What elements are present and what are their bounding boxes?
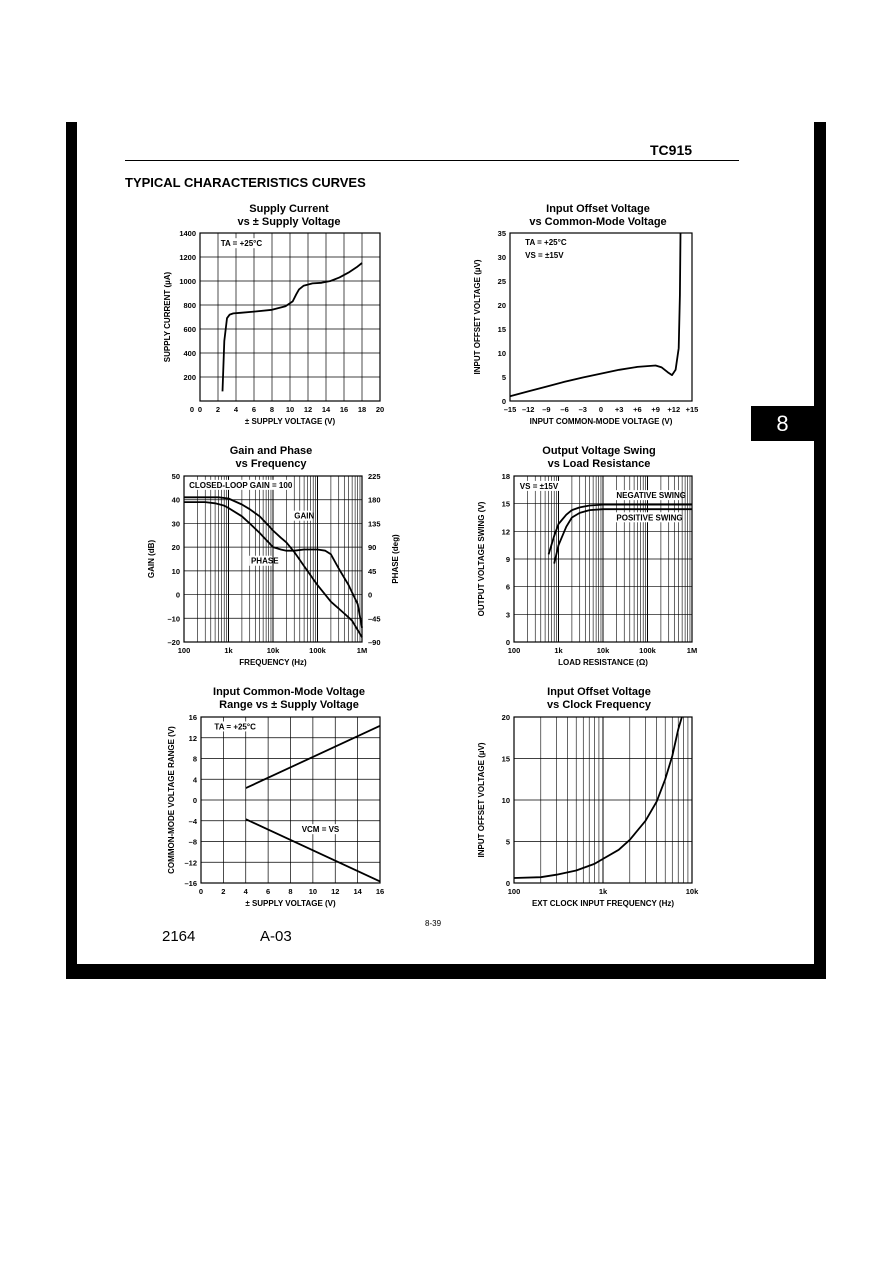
- x-axis-label: ± SUPPLY VOLTAGE (V): [245, 899, 336, 908]
- right-y-tick-label: 45: [368, 566, 377, 576]
- x-tick-label: 100: [507, 646, 521, 655]
- y-tick-label: 0: [189, 405, 195, 414]
- chart-annotation: TA = +25°C: [214, 722, 256, 732]
- y-tick-label: –20: [167, 638, 180, 647]
- chart-title: Input Offset Voltage: [547, 686, 651, 698]
- y-tick-label: 30: [171, 519, 180, 529]
- chart-gain-phase: [147, 445, 400, 667]
- chart-input-offset-cm: [473, 203, 698, 426]
- x-tick-label: 100k: [639, 646, 656, 655]
- chart-subtitle: vs Frequency: [235, 458, 307, 470]
- x-axis-label: ± SUPPLY VOLTAGE (V): [244, 417, 336, 426]
- y-tick-label: 600: [183, 325, 196, 334]
- right-y-tick-label: –45: [368, 614, 381, 624]
- y-tick-label: 16: [188, 713, 197, 722]
- y-tick-label: 3: [505, 610, 510, 620]
- chart-annotation: VS = ±15V: [525, 250, 564, 260]
- series-line: [223, 263, 363, 391]
- chart-subtitle: Range vs ± Supply Voltage: [219, 699, 359, 711]
- y-tick-label: 0: [192, 796, 197, 805]
- x-tick-label: 2: [215, 405, 221, 414]
- y-tick-label: 50: [171, 472, 180, 481]
- x-tick-label: 4: [243, 887, 248, 896]
- chart-annotation: NEGATIVE SWING: [616, 491, 687, 501]
- y-tick-label: 20: [497, 301, 506, 310]
- x-tick-label: 20: [375, 405, 385, 414]
- y-tick-label: 18: [501, 472, 510, 481]
- chart-annotation: GAIN: [294, 511, 315, 521]
- y-tick-label: 20: [171, 543, 180, 553]
- right-y-tick-label: –90: [368, 638, 381, 647]
- chart-annotation: VCM = VS: [301, 825, 340, 835]
- y-axis-label: OUTPUT VOLTAGE SWING (V): [477, 501, 486, 617]
- x-tick-label: +15: [685, 405, 699, 414]
- y-tick-label: 200: [183, 373, 196, 382]
- y-tick-label: –16: [184, 879, 197, 888]
- x-tick-label: 10k: [596, 646, 610, 655]
- x-tick-label: +12: [667, 405, 681, 414]
- chart-annotation: CLOSED-LOOP GAIN = 100: [189, 480, 293, 490]
- part-number: TC915: [650, 142, 693, 158]
- x-tick-label: 4: [233, 405, 239, 414]
- x-tick-label: 1M: [356, 646, 368, 655]
- x-axis-label: EXT CLOCK INPUT FREQUENCY (Hz): [531, 899, 675, 908]
- x-tick-label: +9: [651, 405, 660, 414]
- x-tick-label: 16: [339, 405, 349, 414]
- x-tick-label: 10k: [266, 646, 280, 655]
- x-tick-label: +6: [633, 405, 642, 414]
- chart-subtitle: vs Common-Mode Voltage: [529, 216, 667, 228]
- x-tick-label: 14: [321, 405, 331, 414]
- y-tick-label: 800: [183, 301, 196, 310]
- chart-title: Input Offset Voltage: [546, 203, 650, 215]
- x-tick-label: –9: [542, 405, 551, 414]
- x-tick-label: 1k: [224, 646, 233, 655]
- y-tick-label: 1200: [179, 253, 196, 262]
- chart-annotation: VS = ±15V: [519, 481, 559, 491]
- x-axis-label: LOAD RESISTANCE (Ω): [558, 658, 648, 667]
- x-tick-label: 100: [507, 887, 521, 896]
- y-tick-label: 20: [501, 713, 510, 722]
- right-y-tick-label: 180: [368, 495, 381, 505]
- y-tick-label: 10: [497, 349, 506, 358]
- x-tick-label: 10k: [685, 887, 699, 896]
- chart-cm-range: [167, 686, 384, 908]
- y-tick-label: 400: [183, 349, 196, 358]
- y-tick-label: 0: [175, 590, 180, 600]
- x-tick-label: 10: [308, 887, 318, 896]
- x-tick-label: 0: [598, 405, 604, 414]
- x-tick-label: 100k: [309, 646, 326, 655]
- y-tick-label: –10: [167, 614, 180, 624]
- x-tick-label: 16: [375, 887, 385, 896]
- y-tick-label: –4: [188, 816, 197, 826]
- right-axis-label: PHASE (deg): [391, 534, 400, 584]
- section-tab: 8: [751, 406, 814, 441]
- x-tick-label: 12: [303, 405, 313, 414]
- chart-output-swing: [477, 445, 697, 667]
- chart-annotation: PHASE: [250, 556, 279, 566]
- chart-title: Gain and Phase: [229, 445, 313, 457]
- y-axis-label: GAIN (dB): [147, 539, 156, 579]
- y-tick-label: 8: [192, 754, 197, 764]
- right-y-tick-label: 135: [368, 519, 381, 529]
- chart-subtitle: vs ± Supply Voltage: [237, 216, 341, 228]
- chart-supply-current: [163, 203, 384, 426]
- x-axis-label: FREQUENCY (Hz): [239, 658, 307, 667]
- y-tick-label: 12: [501, 527, 510, 537]
- chart-annotation: TA = +25°C: [220, 239, 263, 249]
- y-axis-label: COMMON-MODE VOLTAGE RANGE (V): [167, 726, 176, 874]
- right-y-tick-label: 0: [368, 590, 373, 600]
- x-tick-label: 2: [221, 887, 226, 896]
- y-tick-label: 10: [501, 796, 510, 805]
- x-tick-label: 14: [353, 887, 362, 896]
- chart-annotation: POSITIVE SWING: [616, 513, 683, 523]
- y-tick-label: 4: [192, 775, 197, 785]
- right-y-tick-label: 225: [368, 472, 381, 481]
- chart-offset-clock: [477, 686, 699, 908]
- y-tick-label: 35: [497, 229, 506, 238]
- y-tick-label: 15: [501, 754, 510, 764]
- y-tick-label: 9: [505, 555, 510, 564]
- chart-annotation: TA = +25°C: [525, 238, 567, 247]
- x-tick-label: –15: [503, 405, 517, 414]
- chart-subtitle: vs Load Resistance: [547, 458, 651, 470]
- x-tick-label: –12: [521, 405, 535, 414]
- y-tick-label: –8: [188, 837, 197, 847]
- y-tick-label: 6: [505, 582, 510, 592]
- x-tick-label: 10: [285, 405, 295, 414]
- right-y-tick-label: 90: [368, 543, 377, 553]
- y-axis-label: SUPPLY CURRENT (µA): [163, 271, 172, 363]
- x-axis-label: INPUT COMMON-MODE VOLTAGE (V): [529, 417, 673, 426]
- x-tick-label: 0: [197, 405, 203, 414]
- y-tick-label: 30: [497, 253, 506, 262]
- y-axis-label: INPUT OFFSET VOLTAGE (µV): [473, 259, 482, 375]
- x-tick-label: +3: [614, 405, 624, 414]
- x-tick-label: –6: [560, 405, 569, 414]
- y-tick-label: 5: [501, 373, 506, 382]
- y-tick-label: 40: [171, 495, 180, 505]
- section-title: TYPICAL CHARACTERISTICS CURVES: [125, 175, 366, 190]
- y-tick-label: 5: [505, 837, 510, 847]
- y-tick-label: 10: [171, 566, 180, 576]
- y-tick-label: 1400: [179, 229, 196, 238]
- x-tick-label: 100: [177, 646, 191, 655]
- x-tick-label: 8: [269, 405, 275, 414]
- y-tick-label: 1000: [179, 277, 196, 286]
- y-tick-label: 0: [505, 879, 510, 888]
- x-tick-label: 0: [198, 887, 204, 896]
- x-tick-label: 18: [357, 405, 367, 414]
- handwritten-note-right: A-03: [260, 928, 292, 945]
- page-number: 8-39: [425, 919, 442, 928]
- x-tick-label: 1k: [554, 646, 563, 655]
- x-tick-label: 6: [251, 405, 257, 414]
- chart-title: Input Common-Mode Voltage: [213, 686, 365, 698]
- x-tick-label: 8: [288, 887, 293, 896]
- chart-title: Output Voltage Swing: [542, 445, 656, 457]
- chart-title: Supply Current: [249, 203, 329, 215]
- y-tick-label: 15: [497, 325, 506, 334]
- x-tick-label: 1M: [686, 646, 698, 655]
- x-tick-label: –3: [578, 405, 587, 414]
- y-tick-label: –12: [184, 858, 197, 868]
- y-tick-label: 0: [501, 397, 506, 406]
- y-tick-label: 0: [505, 638, 510, 647]
- y-tick-label: 12: [188, 733, 197, 743]
- handwritten-note-left: 2164: [162, 928, 196, 945]
- x-tick-label: 12: [331, 887, 340, 896]
- y-axis-label: INPUT OFFSET VOLTAGE (µV): [477, 742, 486, 858]
- chart-subtitle: vs Clock Frequency: [547, 699, 651, 711]
- series-negative-swing: [549, 505, 692, 555]
- y-tick-label: 15: [501, 499, 510, 509]
- x-tick-label: 6: [266, 887, 271, 896]
- x-tick-label: 1k: [598, 887, 608, 896]
- y-tick-label: 25: [497, 277, 506, 286]
